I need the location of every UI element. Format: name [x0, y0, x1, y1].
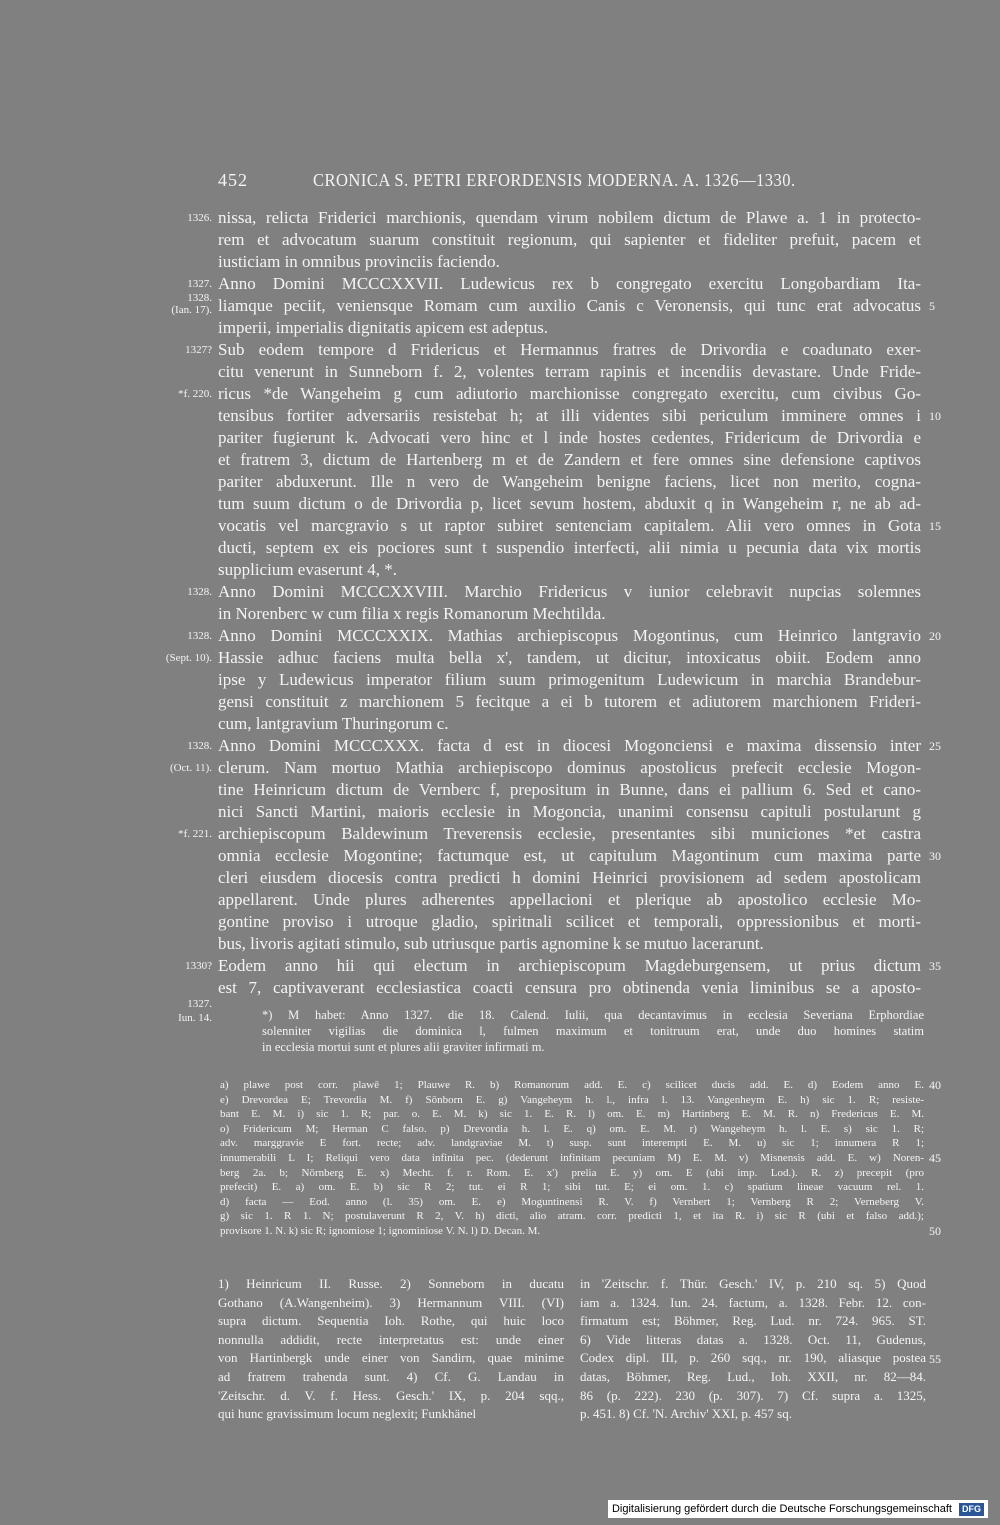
text-line: bus, livoris agitati stimulo, sub utriusque partis agnomine k se mutuo lacerarunt. — [218, 934, 764, 953]
text-line: Anno Domini MCCCXXVIII. Marchio Fridericus v iunior celebravit nupcias solemnes — [218, 582, 921, 601]
text-line: Eodem anno hii qui electum in archiepiscopum Magdeburgensem, ut prius dictum — [218, 956, 921, 975]
text-line: tensibus fortiter adversariis resistebat h; at illi videntes sibi periculum imminere omnes i — [218, 406, 921, 425]
footnote-line: qui hunc gravissimum locum neglexit; Funkhänel — [218, 1406, 477, 1422]
text-line: rem et advocatum suarum constituit regionum, qui sapienter et fideliter prefuit, pacem et — [218, 230, 921, 249]
variant-line: d) facta — Eod. anno (l. 35) om. E. e) Moguntinensi R. V. f) Vernbert 1; Vernberg R 2; Verneberg V. — [220, 1195, 924, 1208]
text-line: Sub eodem tempore d Fridericus et Hermannus fratres de Drivordia e coadunato exer- — [218, 340, 921, 359]
text-line: appellarent. Unde plures adherentes appellacioni et plerique ab apostolico ecclesie Mo- — [218, 890, 921, 909]
margin-date: *f. 221. — [178, 828, 212, 840]
note-margin-date: 1327. — [187, 998, 212, 1010]
variant-line: g) sic 1. R 1. N; postulaverunt R 2, V. h) dicti, alio atram. corr. predicti 1, et ita R. i) sic R (ubi et falso add.); — [220, 1210, 924, 1223]
margin-date: 1328. — [187, 586, 212, 598]
text-line: Anno Domini MCCCXXX. facta d est in diocesi Mogonciensi e maxima dissensio inter — [218, 736, 921, 755]
text-line: archiepiscopum Baldewinum Treverensis ecclesie, presentantes sibi municiones *et castra — [218, 824, 921, 843]
text-line: Hassie adhuc faciens multa bella x', tandem, ut dicitur, intoxicatus obiit. Eodem anno — [218, 648, 921, 667]
text-line: pariter abduxerunt. Ille n vero de Wangeheim benigne faciens, licet non merito, cogna- — [218, 472, 921, 491]
text-line: gontine proviso i utroque gladio, spiritnali scilicet et temporali, oppressionibus et morti- — [218, 912, 921, 931]
note-margin-date-detail: Iun. 14. — [178, 1012, 212, 1024]
variant-line: o) Fridericum M; Herman C falso. p) Drevordia h. l. E. q) om. E. M. r) Wangeheym h. l. E. s) sic 1. R; — [220, 1122, 924, 1135]
footnote-line: 86 (p. 222). 230 (p. 307). 7) Cf. supra a. 1325, — [580, 1387, 926, 1403]
text-line: nissa, relicta Friderici marchionis, quendam virum nobilem dictum de Plawe a. 1 in protecto- — [218, 208, 921, 227]
footnote-line: iam a. 1324. Iun. 24. factum, a. 1328. Febr. 12. con- — [580, 1294, 926, 1310]
asterisk-note — [262, 1007, 924, 1055]
text-line: nici Sancti Martini, maioris ecclesie in Mogoncia, unanimi consensu capituli postularunt g — [218, 802, 921, 821]
footnote-line: 6) Vide litteras datas a. 1328. Oct. 11, Gudenus, — [580, 1331, 926, 1347]
margin-date: *f. 220. — [178, 388, 212, 400]
variant-line: innumerabili L I; Reliqui vero data infinita pec. (dederunt infinitam pecuniam M) E. M. v) Misnensis add. E. w) Noren- — [220, 1151, 924, 1164]
text-line: vocatis vel marcgravio s ut raptor subiret sentenciam capitalem. Alii vero omnes in Gota — [218, 516, 921, 535]
text-line: citu venerunt in Sunneborn f. 2, volentes terram rapinis et incendiis devastare. Unde Fride- — [218, 362, 921, 381]
line-number: 25 — [929, 739, 941, 753]
footnote-line: 1) Heinricum II. Russe. 2) Sonneborn in ducatu — [218, 1276, 564, 1291]
margin-date-detail: (Ian. 17). — [171, 304, 212, 316]
margin-date: 1328. — [187, 630, 212, 642]
line-number: 15 — [929, 519, 941, 533]
text-line: ducti, septem ex eis pociores sunt t suspendio interfecti, alii nimia u pecunia data vix mortis — [218, 538, 921, 557]
text-line: tine Heinricum dictum de Vernberc f, prepositum in Bunne, dans ei pallium 6. Sed et cano- — [218, 780, 921, 799]
text-line: imperii, imperialis dignitatis apicem est adeptus. — [218, 318, 549, 337]
margin-date: 1327? — [185, 344, 212, 356]
footnotes-left-column — [218, 1275, 564, 1424]
footnotes-right-column — [580, 1275, 926, 1424]
margin-date: 1326. — [187, 212, 212, 224]
text-line: Anno Domini MCCCXXIX. Mathias archiepiscopus Mogontinus, cum Heinrico lantgravio — [218, 626, 921, 645]
line-number: 35 — [929, 959, 941, 973]
dfg-banner — [608, 1500, 988, 1518]
variant-line: e) Drevordea E; Trevordia M. f) Sōnborn E. g) Vangeheym h. l., infra l. 13. Vangenheym E. h) sic 1. R; resiste- — [220, 1093, 924, 1106]
text-line: liamque peciit, veniensque Romam cum auxilio Canis c Veronensis, qui tunc erat advocatus — [218, 296, 921, 315]
text-line: clerum. Nam mortuo Mathia archiepiscopo dominus apostolicus prefecit ecclesie Mogon- — [218, 758, 921, 777]
variant-line: prefecit) E. a) om. E. b) sic R 2; tut. ei R 1; sibi tut. E; ei om. 1. c) spatium lineae vacuum rel. 1. — [220, 1181, 924, 1194]
footnote-line: von Hartinbergk unde einer von Sandirn, quae minime — [218, 1350, 564, 1366]
text-line: supplicium evaserunt 4, *. — [218, 560, 397, 579]
footnote-line: in 'Zeitschr. f. Thür. Gesch.' IV, p. 210 sq. 5) Quod — [580, 1276, 926, 1291]
text-line: iusticiam in omnibus provinciis faciendo. — [218, 252, 500, 271]
text-line: ricus *de Wangeheim g cum adiutorio marchionisse congregato exercitu, cum civibus Go- — [218, 384, 921, 403]
text-line: gensi constituit z marchionem 5 fecitque a ei b tutorem et adiutorem marchionem Frideri- — [218, 692, 921, 711]
running-header — [218, 170, 938, 196]
line-number: 30 — [929, 849, 941, 863]
line-number: 10 — [929, 409, 941, 423]
footnote-line: ad fratrem trahenda sunt. 4) Cf. G. Landau in — [218, 1368, 564, 1384]
line-number: 55 — [929, 1352, 941, 1367]
footnote-line: Codex dipl. III, p. 260 sqq., nr. 190, aliasque postea — [580, 1350, 926, 1366]
margin-date: 1327. — [187, 278, 212, 290]
text-line: pariter fugierunt k. Advocati vero hinc et l inde hostes cedentes, Fridericum de Drivordia e — [218, 428, 921, 447]
footnote-line: 'Zeitschr. d. V. f. Hess. Gesch.' IX, p. 204 sqq., — [218, 1387, 564, 1403]
footnote-line: firmatum est; Böhmer, Reg. Lud. nr. 724. 965. ST. — [580, 1313, 926, 1329]
text-line: et fratrem 3, dictum de Hartenberg m et de Zandern et fere omnes sine defensione captivos — [218, 450, 921, 469]
variant-line: berg 2a. b; Nōrnberg E. x) Mecht. f. r. Rom. E. x') prelia E. y) om. E (ubi imp. Lod.). R. z) precepit (pro — [220, 1166, 924, 1179]
text-line: omnia ecclesie Mogontine; factumque est, ut capitulum Magontinum cum maxima parte — [218, 846, 921, 865]
line-number: 50 — [929, 1224, 941, 1238]
margin-date: 1328. — [187, 740, 212, 752]
note-line: solenniter vigilias die dominica l, fulmen maximum et tonitruum erat, unde duo homines statim — [262, 1024, 924, 1038]
footnote-line: Gothano (A.Wangenheim). 3) Hermannum VIII. (VI) — [218, 1294, 564, 1310]
text-line: in Norenberc w cum filia x regis Romanorum Mechtilda. — [218, 604, 606, 623]
running-title: CRONICA S. PETRI ERFORDENSIS MODERNA. A. 1326—1330. — [313, 170, 796, 190]
variant-line: provisore 1. N. k) sic R; ignomiose 1; ignominiose V. N. l) D. Decan. M. — [220, 1224, 541, 1237]
note-line: in ecclesia mortui sunt et plures alii graviter infirmati m. — [262, 1040, 545, 1054]
text-line: cum, lantgravium Thuringorum c. — [218, 714, 449, 733]
variant-apparatus — [220, 1078, 924, 1239]
margin-date: 1330? — [185, 960, 212, 972]
footnote-line: nonnulla addidit, recte interpretatus est: unde einer — [218, 1331, 564, 1347]
variant-line: a) plawe post corr. plawē 1; Plauwe R. b) Romanorum add. E. c) scilicet ducis add. E. d) Eodem anno E. — [220, 1079, 924, 1091]
line-number: 40 — [929, 1078, 941, 1092]
variant-line: adv. marggravie E fort. recte; adv. landgraviae M. t) susp. sunt interempti E. M. u) sic 1; innumera R 1; — [220, 1137, 924, 1150]
text-line: Anno Domini MCCCXXVII. Ludewicus rex b congregato exercitu Longobardiam Ita- — [218, 274, 921, 293]
margin-date: (Sept. 10). — [165, 652, 212, 664]
text-line: cleri eiusdem diocesis contra predicti h domini Heinrici provisionem ad sedem apostolicam — [218, 868, 921, 887]
footnote-line: supra dictum. Sequentia Ioh. Rothe, qui huic loco — [218, 1313, 564, 1329]
dfg-logo: DFG — [959, 1503, 984, 1516]
text-line: ipse y Ludewicus imperator filium suum primogenitum Ludewicum in marchia Brandebur- — [218, 670, 921, 689]
footnotes — [218, 1275, 926, 1425]
note-line: *) M habet: Anno 1327. die 18. Calend. Iulii, qua decantavimus in ecclesia Severiana Erphordiae — [262, 1008, 924, 1022]
line-number: 20 — [929, 629, 941, 643]
variant-line: bant E. M. i) sic 1. R; par. o. E. M. k) sic 1. E. R. l) om. E. m) Hartinberg E. M. R. n) Fredericus E. M. — [220, 1108, 924, 1121]
line-number: 5 — [929, 299, 935, 313]
text-line: tum suum dictum o de Drivordia p, licet sevum hostem, abduxit q in Wangeheim r, ne ab ad- — [218, 494, 921, 513]
margin-date: (Oct. 11). — [169, 762, 212, 774]
footnote-line: datas, Böhmer, Reg. Lud., Ioh. XXII, nr. 82—84. — [580, 1368, 926, 1384]
page-number: 452 — [218, 170, 248, 190]
line-number: 45 — [929, 1151, 941, 1165]
dfg-banner-text: Digitalisierung gefördert durch die Deutsche Forschungsgemeinschaft — [611, 1503, 952, 1515]
footnote-line: p. 451. 8) Cf. 'N. Archiv' XXI, p. 457 sq. — [580, 1406, 792, 1422]
text-line: est 7, captivaverant ecclesiastica coacti censura pro obtinenda venia liminibus se a aposto- — [218, 978, 921, 997]
margin-date: 1328. — [187, 292, 212, 304]
